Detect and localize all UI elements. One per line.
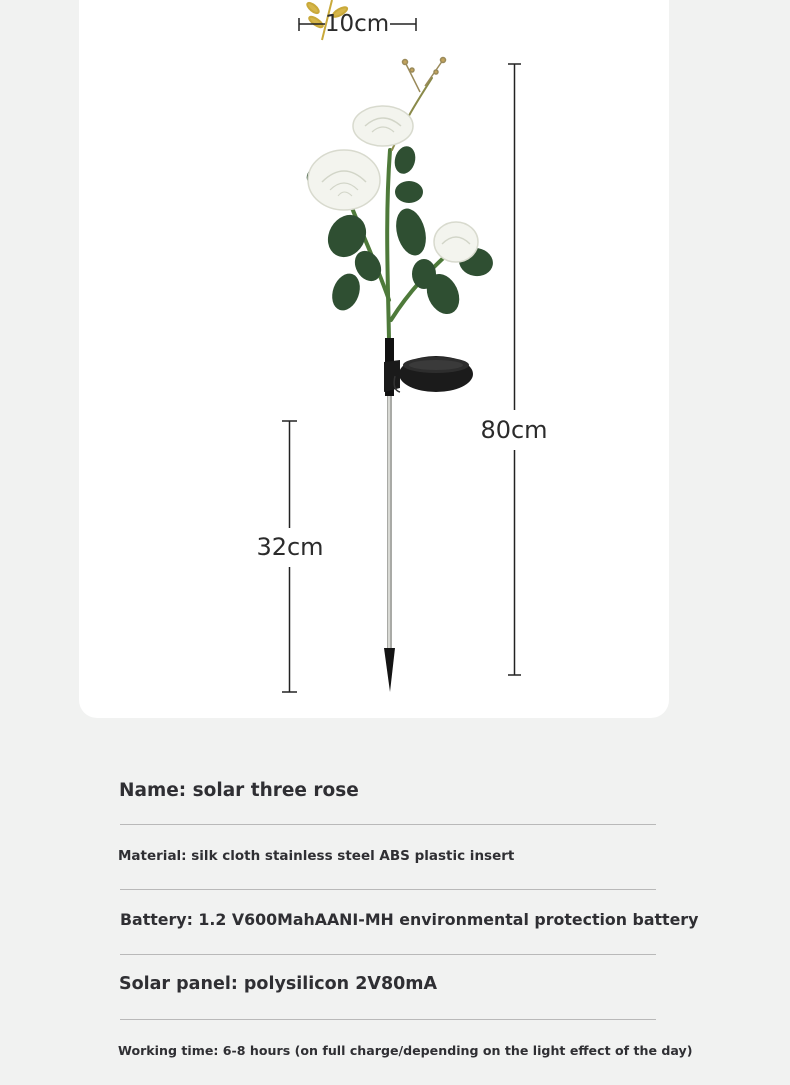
height-label: 80cm — [480, 416, 548, 444]
stake-label: 32cm — [256, 533, 324, 561]
solar-rose-illustration — [303, 58, 495, 693]
product-specifications — [118, 760, 699, 1085]
stake-dimension — [256, 421, 323, 692]
spec-material: Material: silk cloth stainless steel ABS plastic insert — [118, 848, 515, 864]
spec-row-battery — [118, 890, 699, 955]
spec-name: Name: solar three rose — [119, 780, 359, 801]
width-label: 10cm — [324, 11, 390, 37]
spec-row-solar-panel — [118, 955, 678, 1020]
spec-row-material — [118, 825, 678, 890]
spec-working-time: Working time: 6-8 hours (on full charge/depending on the light effect of the day) — [118, 1043, 693, 1058]
height-dimension — [480, 64, 547, 675]
spec-row-working-time — [118, 1020, 693, 1085]
width-dimension — [299, 0, 416, 40]
spec-row-name — [118, 760, 678, 825]
rose-top — [353, 106, 413, 146]
solar-panel — [384, 356, 473, 392]
spec-solar-panel: Solar panel: polysilicon 2V80mA — [119, 974, 438, 994]
rose-right — [434, 222, 478, 262]
spec-battery: Battery: 1.2 V600MahAANI-MH environmental protection battery — [120, 910, 699, 929]
rose-left — [308, 150, 380, 210]
